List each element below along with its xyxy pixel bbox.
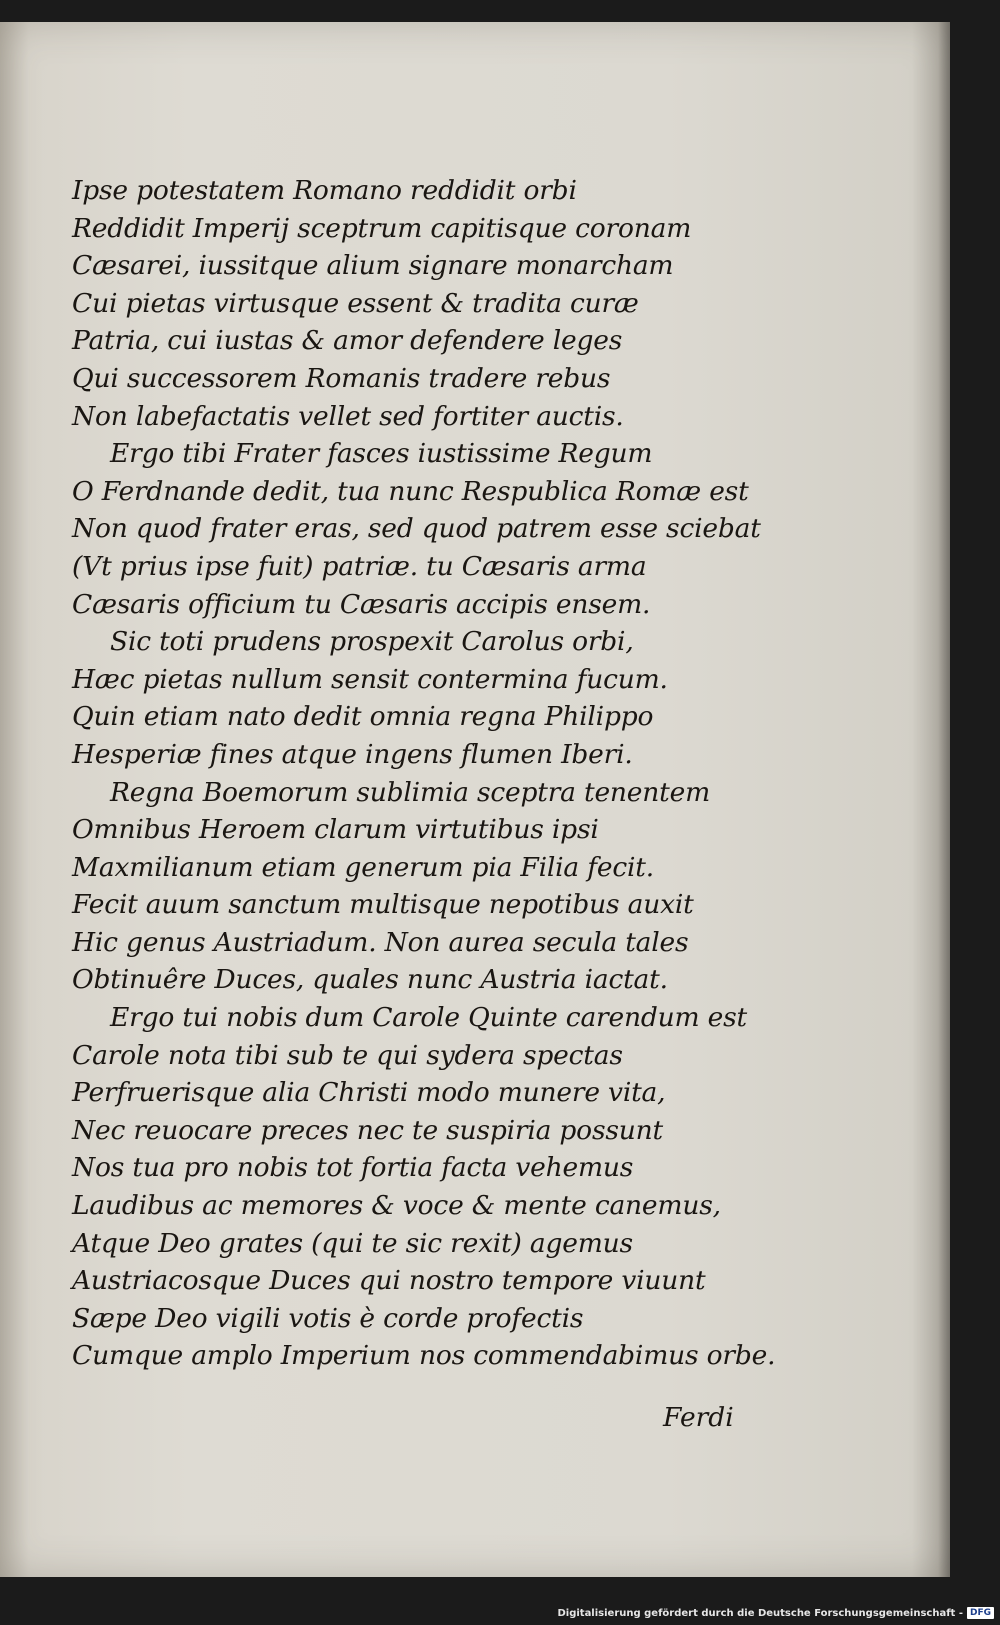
poem-line: Laudibus ac memores & voce & mente canemus, bbox=[72, 1190, 721, 1222]
poem-line: Cæsarei, iussitque alium signare monarcham bbox=[72, 250, 674, 282]
poem-line: Regna Boemorum sublimia sceptra tenentem bbox=[110, 776, 711, 808]
poem-line: Nec reuocare preces nec te suspiria possunt bbox=[72, 1114, 663, 1146]
footer-credit: Digitalisierung gefördert durch die Deutsche Forschungsgemeinschaft - bbox=[557, 1607, 963, 1619]
poem-line: Cumque amplo Imperium nos commendabimus orbe. bbox=[72, 1340, 776, 1372]
poem-line: Ipse potestatem Romano reddidit orbi bbox=[72, 175, 577, 206]
book-page bbox=[0, 22, 950, 1577]
poem-line: Sic toti prudens prospexit Carolus orbi, bbox=[110, 626, 634, 658]
digitization-footer bbox=[557, 1606, 994, 1620]
poem-line: Fecit auum sanctum multisque nepotibus auxit bbox=[72, 889, 694, 921]
poem-line: Maxmilianum etiam generum pia Filia fecit. bbox=[72, 851, 654, 883]
poem-line: Ergo tibi Frater fasces iustissime Regum bbox=[110, 438, 653, 470]
poem-line: Carole nota tibi sub te qui sydera spectas bbox=[72, 1039, 623, 1071]
poem-line: Reddidit Imperij sceptrum capitisque coronam bbox=[72, 212, 692, 244]
poem-line: Non labefactatis vellet sed fortiter auctis. bbox=[72, 400, 624, 432]
poem-line: Atque Deo grates (qui te sic rexit) agemus bbox=[72, 1227, 633, 1259]
poem-line: Hesperiæ fines atque ingens flumen Iberi. bbox=[72, 738, 633, 770]
dfg-logo: DFG bbox=[967, 1607, 994, 1619]
poem-line: Hic genus Austriadum. Non aurea secula tales bbox=[72, 926, 689, 958]
poem-line: Hæc pietas nullum sensit contermina fucum. bbox=[72, 663, 668, 695]
poem-line: O Ferdnande dedit, tua nunc Respublica Romæ est bbox=[72, 475, 749, 507]
catchword: Ferdi bbox=[663, 1402, 734, 1433]
poem-line: Ergo tui nobis dum Carole Quinte carendum est bbox=[110, 1002, 747, 1034]
poem-text bbox=[72, 172, 872, 1375]
poem-line: Obtinuêre Duces, quales nunc Austria iactat. bbox=[72, 964, 668, 996]
poem-line: Qui successorem Romanis tradere rebus bbox=[72, 362, 611, 394]
poem-line: Cui pietas virtusque essent & tradita curæ bbox=[72, 287, 639, 319]
poem-line: Patria, cui iustas & amor defendere leges bbox=[72, 325, 623, 357]
poem-line: Nos tua pro nobis tot fortia facta vehemus bbox=[72, 1152, 634, 1184]
poem-line: Non quod frater eras, sed quod patrem esse sciebat bbox=[72, 513, 761, 545]
poem-line: Perfruerisque alia Christi modo munere vita, bbox=[72, 1077, 666, 1109]
poem-line: Austriacosque Duces qui nostro tempore viuunt bbox=[72, 1265, 706, 1297]
poem-line: Sæpe Deo vigili votis è corde profectis bbox=[72, 1302, 584, 1334]
poem-line: Cæsaris officium tu Cæsaris accipis ensem. bbox=[72, 588, 651, 620]
poem-line: Omnibus Heroem clarum virtutibus ipsi bbox=[72, 814, 599, 846]
poem-line: Quin etiam nato dedit omnia regna Philippo bbox=[72, 701, 654, 733]
poem-line: (Vt prius ipse fuit) patriæ. tu Cæsaris arma bbox=[72, 550, 647, 582]
